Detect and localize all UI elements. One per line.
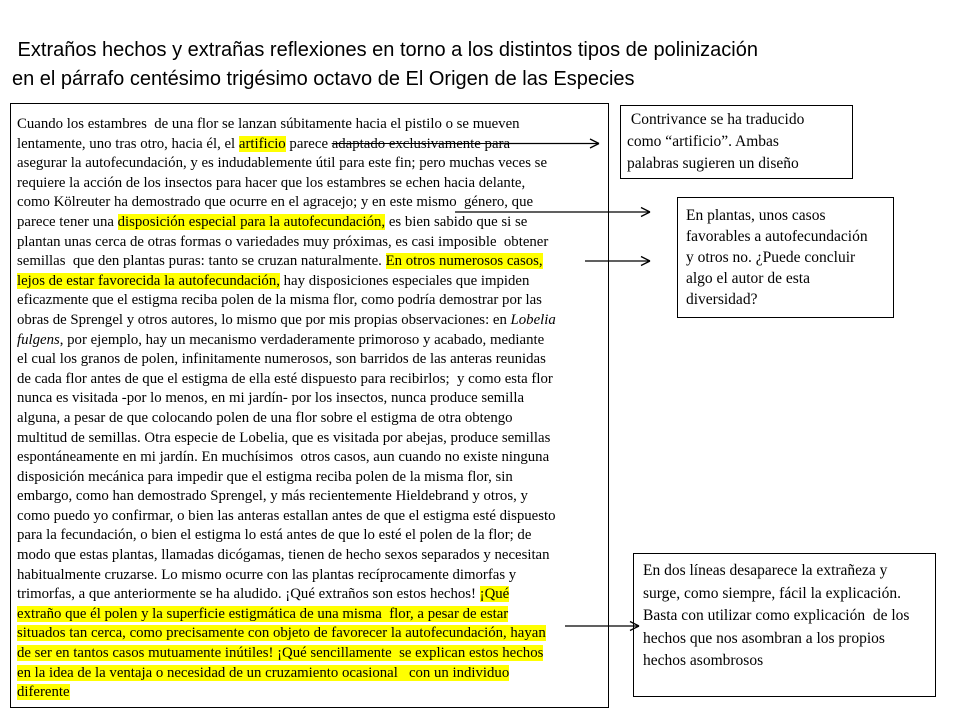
- text-line: [643, 560, 909, 583]
- text-line: [627, 131, 804, 153]
- annotation-box-explanation: [633, 553, 936, 697]
- text-segment: trimorfas, a que anteriormente se ha aludido. ¡Qué extraños son estos hechos!: [17, 586, 480, 603]
- text-line: [627, 109, 804, 131]
- text-segment: En plantas, unos casos: [686, 207, 826, 224]
- text-line: [17, 429, 605, 449]
- text-segment: parece: [285, 135, 332, 152]
- text-line: [17, 605, 605, 625]
- main-text-box: [10, 103, 609, 708]
- text-line: [643, 583, 909, 606]
- text-segment: habitualmente cruzarse. Lo mismo ocurre con las plantas recíprocamente dimorfas y: [17, 566, 517, 583]
- text-line: [17, 566, 605, 586]
- text-segment: multitud de semillas. Otra especie de Lobelia, que es visitada por abejas, produce semillas: [17, 429, 551, 446]
- text-line: [17, 507, 605, 527]
- text-segment: eficazmente que el estigma reciba polen de la misma flor, como podría demostrar por las: [17, 292, 542, 309]
- page-title: [12, 36, 942, 94]
- text-segment: alguna, a pesar de que colocando polen de una flor sobre el estigma de otra obtengo: [17, 409, 513, 426]
- text-segment: disposición mecánica para impedir que el estigma reciba polen de la misma flor, sin: [17, 468, 513, 485]
- text-segment: fulgens: [17, 331, 60, 348]
- annotation-text-diversity: [686, 205, 868, 310]
- text-line: [686, 247, 868, 268]
- text-line: [17, 311, 605, 331]
- text-segment: surge, como siempre, fácil la explicación.: [643, 584, 901, 602]
- text-segment: Contrivance se ha traducido: [627, 111, 805, 128]
- text-line: [17, 331, 605, 351]
- text-line: [17, 350, 605, 370]
- annotation-box-contrivance: [620, 105, 853, 179]
- text-line: [17, 664, 605, 684]
- text-line: [643, 650, 909, 673]
- text-segment: semillas que den plantas puras: tanto se cruzan naturalmente.: [17, 253, 386, 270]
- text-segment: el cual los granos de polen, infinitamente numerosos, son barridos de las anteras reunidas: [17, 351, 546, 368]
- text-segment: hechos asombrosos: [643, 652, 764, 669]
- text-line: [17, 154, 605, 174]
- text-segment: palabras sugieren un diseño: [627, 155, 799, 172]
- highlighted-text: de ser en tantos casos mutuamente inútiles! ¡Qué sencillamente se explican estos hechos: [17, 645, 544, 662]
- text-line: [17, 526, 605, 546]
- text-segment: como Kölreuter ha demostrado que ocurre en el agracejo; y en este mismo género, que: [17, 194, 534, 211]
- text-line: [17, 272, 605, 292]
- text-line: [17, 448, 605, 468]
- text-segment: favorables a autofecundación: [686, 228, 868, 245]
- text-segment: para la fecundación, o bien el estigma lo está antes de que lo esté el polen de la flor; de: [17, 527, 532, 544]
- text-segment: espontáneamente en mi jardín. En muchísimos otros casos, aun cuando no existe ninguna: [17, 449, 550, 466]
- text-segment: es bien sabido que si se: [385, 213, 528, 230]
- text-segment: obras de Sprengel y otros autores, lo mismo que por mis propias observaciones: en: [17, 311, 511, 328]
- annotation-box-diversity: [677, 197, 894, 318]
- text-line: [17, 291, 605, 311]
- highlighted-text: diferente: [17, 684, 70, 701]
- text-segment: hay disposiciones especiales que impiden: [279, 272, 530, 289]
- text-line: [17, 546, 605, 566]
- text-line: [17, 115, 605, 135]
- text-segment: , por ejemplo, hay un mecanismo verdaderamente primoroso y acabado, mediante: [59, 331, 545, 348]
- main-text: [17, 115, 605, 703]
- text-line: [686, 205, 868, 226]
- text-line: [17, 174, 605, 194]
- text-segment: En dos líneas desaparece la extrañeza y: [643, 562, 888, 579]
- text-segment: plantan unas cerca de otras formas o variedades muy próximas, es casi imposible obtener: [17, 233, 549, 250]
- text-segment: y otros no. ¿Puede concluir: [686, 249, 856, 266]
- text-line: [17, 135, 605, 155]
- title-line-1: Extraños hechos y extrañas reflexiones en torno a los distintos tipos de polinización: [12, 39, 758, 61]
- text-segment: hechos que nos asombran a los propios: [643, 629, 885, 647]
- text-line: [17, 252, 605, 272]
- text-segment: parece tener una: [17, 213, 118, 230]
- text-line: [17, 193, 605, 213]
- text-segment: nunca es visitada -por lo menos, en mi jardín- por los insectos, nunca produce semilla: [17, 390, 525, 407]
- text-line: [17, 624, 605, 644]
- highlighted-text: artificio: [238, 135, 286, 152]
- text-line: [686, 289, 868, 310]
- text-line: [686, 226, 868, 247]
- text-line: [17, 683, 605, 703]
- text-segment: de cada flor antes de que el estigma de ella esté dispuesto para recibirlos; y como esta flor: [17, 370, 553, 387]
- text-line: [17, 487, 605, 507]
- highlighted-text: situados tan cerca, como precisamente con objeto de favorecer la autofecundación, hayan: [17, 625, 546, 642]
- text-segment: Lobelia: [510, 311, 556, 328]
- highlighted-text: En otros numerosos casos,: [385, 253, 543, 270]
- highlighted-text: extraño que él polen y la superficie estigmática de una misma flor, a pesar de estar: [17, 605, 509, 622]
- text-segment: requiere la acción de los insectos para hacer que los estambres se echen hacia delante,: [17, 174, 526, 191]
- highlighted-text: en la idea de la ventaja o necesidad de un cruzamiento ocasional con un individuo: [17, 664, 510, 681]
- text-line: [643, 628, 909, 651]
- text-segment: diversidad?: [686, 291, 758, 308]
- text-segment: asegurar la autofecundación, y es indudablemente útil para este fin; pero muchas veces se: [17, 155, 548, 172]
- text-line: [643, 605, 909, 628]
- text-segment: Basta con utilizar como explicación de los: [643, 607, 910, 624]
- text-line: [686, 268, 868, 289]
- highlighted-text: ¡Qué: [479, 586, 510, 603]
- text-line: [17, 585, 605, 605]
- text-segment: adaptado exclusivamente para: [331, 135, 511, 152]
- text-line: [17, 389, 605, 409]
- highlighted-text: lejos de estar favorecida la autofecundación,: [17, 272, 280, 289]
- text-segment: modo que estas plantas, llamadas dicógamas, tienen de hecho sexos separados y necesitan: [17, 547, 550, 564]
- text-line: [17, 233, 605, 253]
- text-segment: embargo, como han demostrado Sprengel, y más recientemente Hieldebrand y otros, y: [17, 488, 528, 505]
- text-line: [627, 153, 804, 175]
- highlighted-text: disposición especial para la autofecundación,: [117, 213, 386, 230]
- annotation-text-contrivance: [627, 109, 804, 175]
- text-line: [17, 644, 605, 664]
- text-segment: Cuando los estambres de una flor se lanzan súbitamente hacia el pistilo o se mueven: [17, 116, 520, 132]
- annotation-text-explanation: [643, 560, 909, 673]
- text-segment: como “artificio”. Ambas: [627, 133, 779, 150]
- text-line: [17, 370, 605, 390]
- title-line-2: en el párrafo centésimo trigésimo octavo de El Origen de las Especies: [12, 68, 635, 90]
- text-segment: algo el autor de esta: [686, 270, 810, 287]
- text-line: [17, 468, 605, 488]
- text-line: [17, 409, 605, 429]
- text-line: [17, 213, 605, 233]
- text-segment: lentamente, uno tras otro, hacia él, el: [17, 135, 239, 152]
- text-segment: como puedo yo confirmar, o bien las anteras estallan antes de que el estigma esté dispuesto: [17, 507, 556, 524]
